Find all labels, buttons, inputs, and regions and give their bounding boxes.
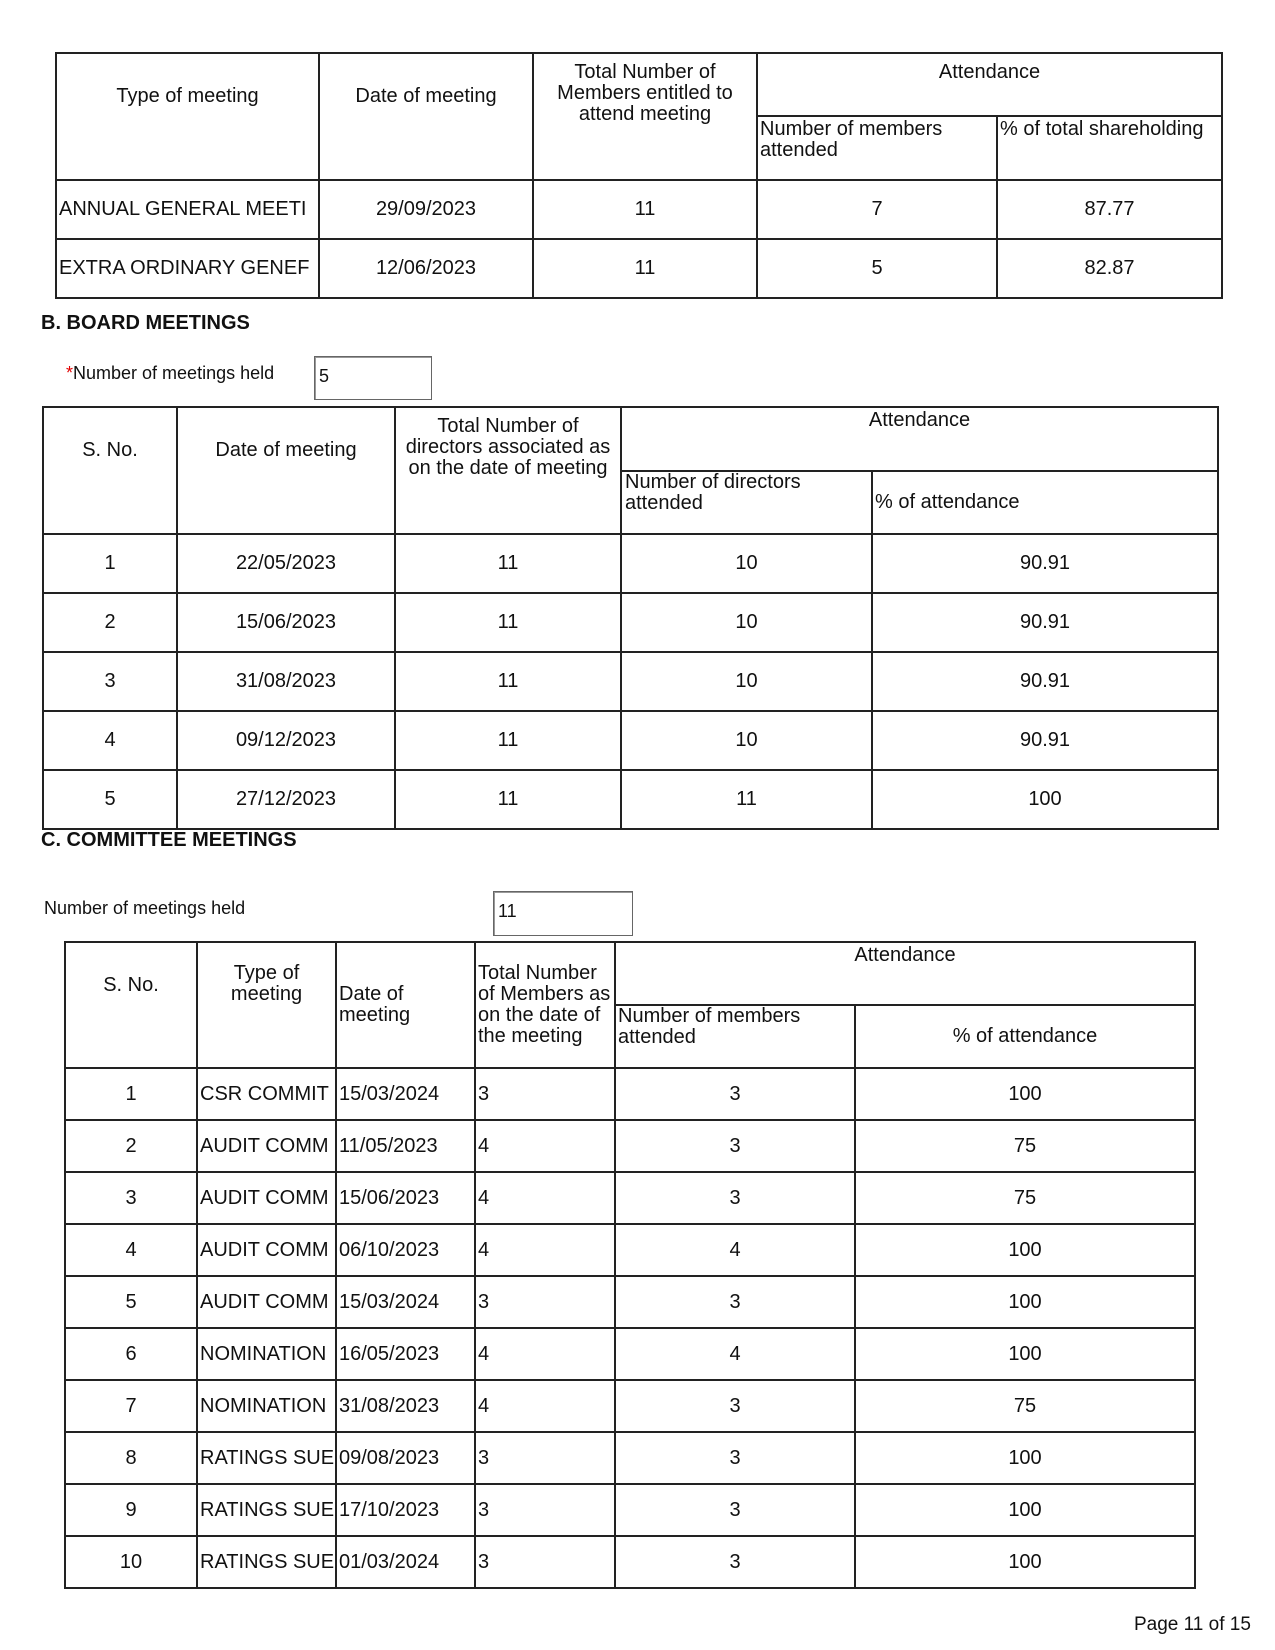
cell-date: 31/08/2023 bbox=[336, 1380, 475, 1432]
cell-pct: 90.91 bbox=[872, 652, 1218, 711]
cell-sno: 2 bbox=[65, 1120, 197, 1172]
cell-sno: 9 bbox=[65, 1484, 197, 1536]
cell-date: 22/05/2023 bbox=[177, 534, 395, 593]
cell-pct: 90.91 bbox=[872, 711, 1218, 770]
cell-sno: 2 bbox=[43, 593, 177, 652]
cell-pct: 100 bbox=[855, 1432, 1195, 1484]
header-total-members: Total Number of Members as on the date of the meeting bbox=[475, 942, 615, 1068]
cell-attended: 10 bbox=[621, 711, 872, 770]
header-pct-attendance: % of attendance bbox=[872, 471, 1218, 534]
required-asterisk: * bbox=[66, 363, 74, 383]
table-row bbox=[43, 711, 1218, 770]
cell-attended: 3 bbox=[615, 1484, 855, 1536]
cell-sno: 8 bbox=[65, 1432, 197, 1484]
cell-date: 15/06/2023 bbox=[177, 593, 395, 652]
cell-pct: 90.91 bbox=[872, 593, 1218, 652]
cell-type: RATINGS SUE bbox=[197, 1432, 336, 1484]
cell-total: 4 bbox=[475, 1224, 615, 1276]
cell-type: AUDIT COMM bbox=[197, 1224, 336, 1276]
cell-attended: 3 bbox=[615, 1172, 855, 1224]
cell-attended: 10 bbox=[621, 593, 872, 652]
cell-pct: 100 bbox=[855, 1276, 1195, 1328]
header-members-attended: Number of members attended bbox=[615, 1005, 855, 1068]
cell-attended: 5 bbox=[757, 239, 997, 298]
table-row bbox=[65, 1172, 1195, 1224]
cell-pct: 100 bbox=[872, 770, 1218, 829]
header-type: Type of meeting bbox=[197, 942, 336, 1068]
cell-date: 06/10/2023 bbox=[336, 1224, 475, 1276]
cell-date: 15/06/2023 bbox=[336, 1172, 475, 1224]
header-total-members: Total Number of Members entitled to attend meeting bbox=[533, 53, 757, 180]
cell-total: 4 bbox=[475, 1120, 615, 1172]
cell-total: 11 bbox=[395, 593, 621, 652]
cell-attended: 10 bbox=[621, 652, 872, 711]
cell-date: 01/03/2024 bbox=[336, 1536, 475, 1588]
cell-pct: 100 bbox=[855, 1484, 1195, 1536]
cell-attended: 4 bbox=[615, 1328, 855, 1380]
cell-pct: 100 bbox=[855, 1328, 1195, 1380]
cell-attended: 10 bbox=[621, 534, 872, 593]
table-row bbox=[65, 1276, 1195, 1328]
cell-attended: 3 bbox=[615, 1380, 855, 1432]
cell-pct: 87.77 bbox=[997, 180, 1222, 239]
cell-total: 4 bbox=[475, 1172, 615, 1224]
header-sno: S. No. bbox=[43, 407, 177, 534]
header-date: Date of meeting bbox=[319, 53, 533, 180]
board-meetings-title: B. BOARD MEETINGS bbox=[41, 312, 250, 334]
table-row bbox=[65, 1380, 1195, 1432]
table-row bbox=[65, 1432, 1195, 1484]
cell-attended: 3 bbox=[615, 1432, 855, 1484]
cell-date: 09/08/2023 bbox=[336, 1432, 475, 1484]
cell-sno: 10 bbox=[65, 1536, 197, 1588]
cell-total: 3 bbox=[475, 1068, 615, 1120]
header-attendance: Attendance bbox=[757, 53, 1222, 116]
cell-pct: 75 bbox=[855, 1120, 1195, 1172]
cell-date: 29/09/2023 bbox=[319, 180, 533, 239]
cell-attended: 3 bbox=[615, 1276, 855, 1328]
cell-pct: 90.91 bbox=[872, 534, 1218, 593]
header-total-directors: Total Number of directors associated as on the date of meeting bbox=[395, 407, 621, 534]
cell-date: 16/05/2023 bbox=[336, 1328, 475, 1380]
cell-sno: 1 bbox=[43, 534, 177, 593]
cell-type: AUDIT COMM bbox=[197, 1276, 336, 1328]
cell-sno: 7 bbox=[65, 1380, 197, 1432]
cell-total: 4 bbox=[475, 1380, 615, 1432]
general-meetings-table bbox=[55, 52, 1223, 299]
header-sno: S. No. bbox=[65, 942, 197, 1068]
cell-pct: 100 bbox=[855, 1068, 1195, 1120]
cell-sno: 5 bbox=[43, 770, 177, 829]
cell-attended: 7 bbox=[757, 180, 997, 239]
cell-pct: 100 bbox=[855, 1536, 1195, 1588]
cell-attended: 4 bbox=[615, 1224, 855, 1276]
table-row bbox=[65, 1328, 1195, 1380]
header-members-attended: Number of members attended bbox=[757, 116, 997, 180]
cell-total: 3 bbox=[475, 1536, 615, 1588]
table-row bbox=[65, 1484, 1195, 1536]
cell-sno: 4 bbox=[43, 711, 177, 770]
cell-date: 12/06/2023 bbox=[319, 239, 533, 298]
committee-count-label: Number of meetings held bbox=[44, 898, 246, 918]
cell-attended: 11 bbox=[621, 770, 872, 829]
table-row bbox=[56, 180, 1222, 239]
cell-date: 11/05/2023 bbox=[336, 1120, 475, 1172]
cell-type: EXTRA ORDINARY GENEF bbox=[56, 239, 319, 298]
cell-type: RATINGS SUE bbox=[197, 1484, 336, 1536]
cell-sno: 3 bbox=[43, 652, 177, 711]
cell-sno: 3 bbox=[65, 1172, 197, 1224]
cell-type: NOMINATION bbox=[197, 1380, 336, 1432]
cell-type: ANNUAL GENERAL MEETI bbox=[56, 180, 319, 239]
header-pct-shareholding: % of total shareholding bbox=[997, 116, 1222, 180]
cell-type: NOMINATION bbox=[197, 1328, 336, 1380]
table-row bbox=[56, 239, 1222, 298]
table-row bbox=[43, 534, 1218, 593]
table-row bbox=[65, 1068, 1195, 1120]
cell-sno: 4 bbox=[65, 1224, 197, 1276]
table-row bbox=[65, 1536, 1195, 1588]
board-meetings-table bbox=[42, 406, 1219, 830]
table-row bbox=[43, 593, 1218, 652]
committee-meetings-count-field[interactable]: 11 bbox=[493, 891, 633, 936]
cell-total: 11 bbox=[395, 652, 621, 711]
header-date: Date of meeting bbox=[177, 407, 395, 534]
cell-total: 3 bbox=[475, 1432, 615, 1484]
cell-pct: 75 bbox=[855, 1172, 1195, 1224]
board-count-label: *Number of meetings held bbox=[66, 363, 275, 383]
cell-date: 09/12/2023 bbox=[177, 711, 395, 770]
table-row bbox=[65, 1224, 1195, 1276]
cell-attended: 3 bbox=[615, 1068, 855, 1120]
header-attendance: Attendance bbox=[615, 942, 1195, 1005]
cell-date: 15/03/2024 bbox=[336, 1276, 475, 1328]
committee-meetings-title: C. COMMITTEE MEETINGS bbox=[41, 829, 297, 851]
cell-attended: 3 bbox=[615, 1536, 855, 1588]
cell-date: 17/10/2023 bbox=[336, 1484, 475, 1536]
header-directors-attended: Number of directors attended bbox=[621, 471, 872, 534]
cell-sno: 5 bbox=[65, 1276, 197, 1328]
cell-sno: 6 bbox=[65, 1328, 197, 1380]
cell-pct: 82.87 bbox=[997, 239, 1222, 298]
cell-type: CSR COMMIT bbox=[197, 1068, 336, 1120]
header-type: Type of meeting bbox=[56, 53, 319, 180]
board-meetings-count-field[interactable]: 5 bbox=[314, 356, 432, 400]
cell-total: 11 bbox=[395, 534, 621, 593]
cell-sno: 1 bbox=[65, 1068, 197, 1120]
cell-pct: 100 bbox=[855, 1224, 1195, 1276]
cell-pct: 75 bbox=[855, 1380, 1195, 1432]
cell-total: 3 bbox=[475, 1484, 615, 1536]
cell-date: 27/12/2023 bbox=[177, 770, 395, 829]
cell-type: AUDIT COMM bbox=[197, 1120, 336, 1172]
cell-total: 11 bbox=[533, 180, 757, 239]
cell-total: 4 bbox=[475, 1328, 615, 1380]
cell-date: 15/03/2024 bbox=[336, 1068, 475, 1120]
cell-type: RATINGS SUE bbox=[197, 1536, 336, 1588]
header-pct-attendance: % of attendance bbox=[855, 1005, 1195, 1068]
page-number: Page 11 of 15 bbox=[1134, 1614, 1251, 1635]
header-attendance: Attendance bbox=[621, 407, 1218, 471]
cell-attended: 3 bbox=[615, 1120, 855, 1172]
cell-date: 31/08/2023 bbox=[177, 652, 395, 711]
committee-meetings-table bbox=[64, 941, 1196, 1589]
table-row bbox=[43, 770, 1218, 829]
cell-total: 11 bbox=[395, 711, 621, 770]
cell-total: 11 bbox=[533, 239, 757, 298]
cell-total: 3 bbox=[475, 1276, 615, 1328]
header-date: Date of meeting bbox=[336, 942, 475, 1068]
cell-total: 11 bbox=[395, 770, 621, 829]
table-row bbox=[65, 1120, 1195, 1172]
table-row bbox=[43, 652, 1218, 711]
cell-type: AUDIT COMM bbox=[197, 1172, 336, 1224]
